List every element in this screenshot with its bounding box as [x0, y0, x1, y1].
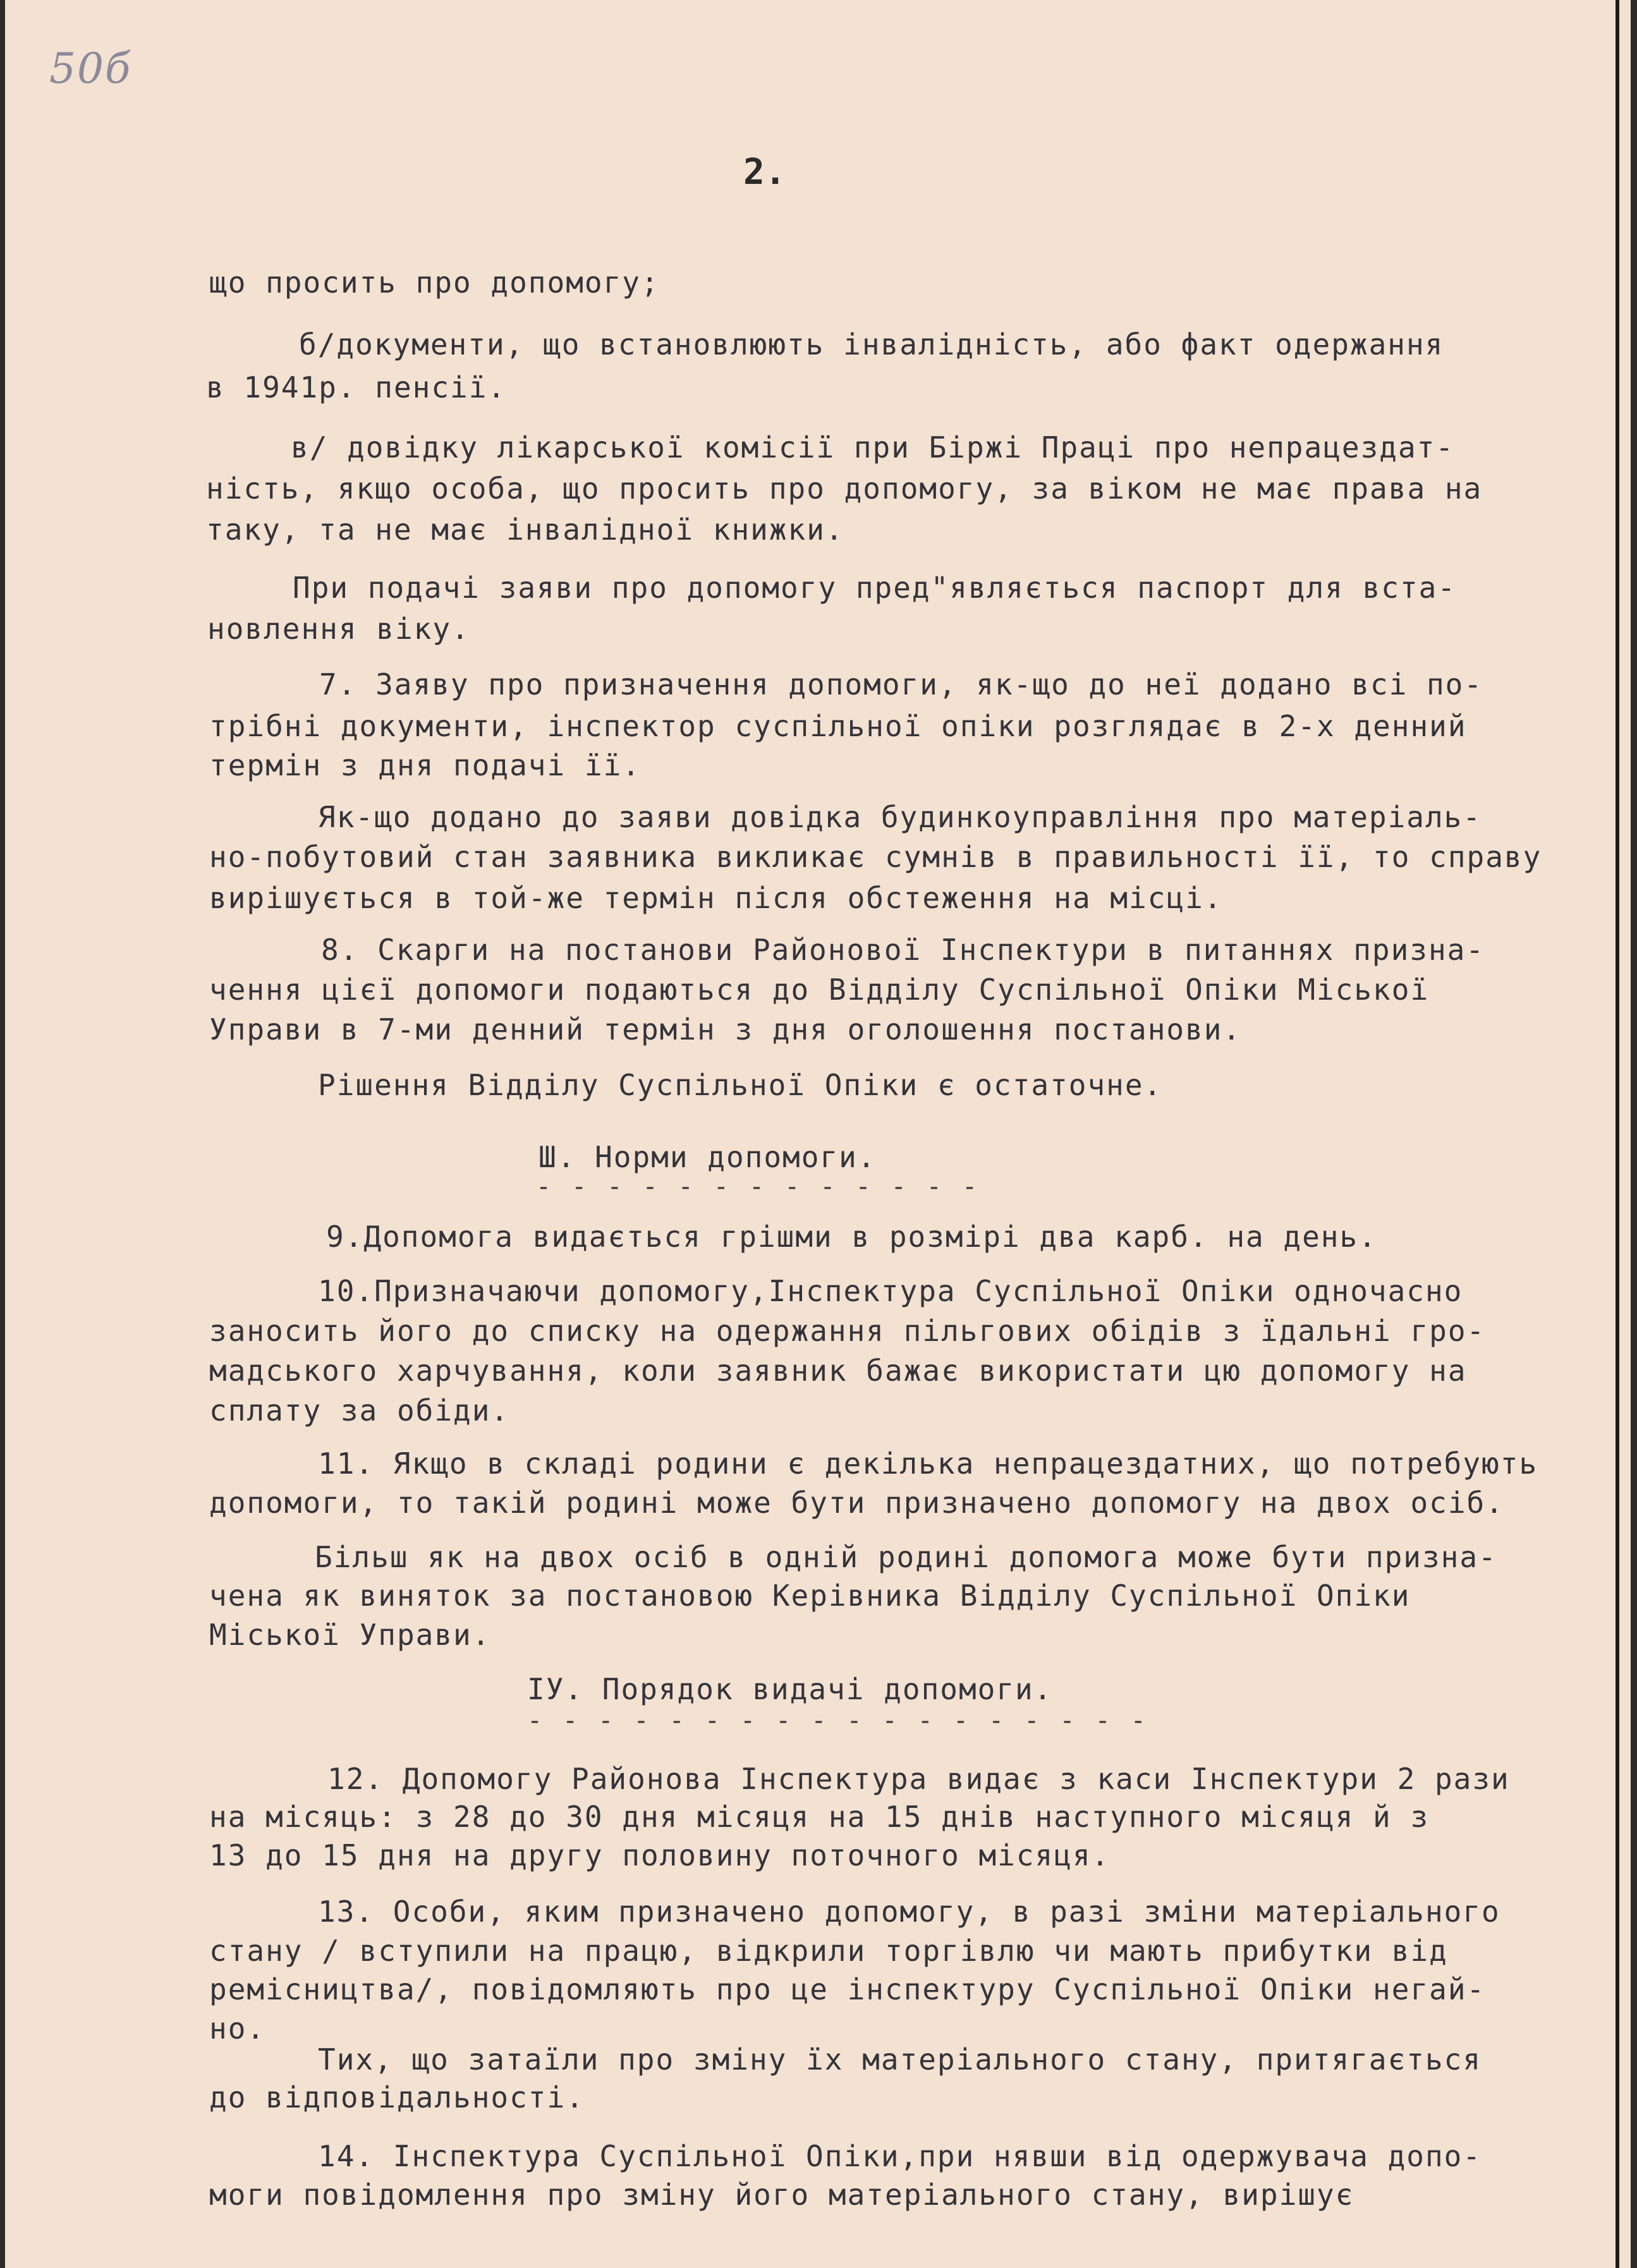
text-line: 9.Допомога видається грішми в розмірі два карб. на день.	[326, 1220, 1377, 1254]
text-line: заносить його до списку на одержання пільгових обідів з їдальні гро-	[209, 1314, 1486, 1348]
text-line: Більш як на двох осіб в одній родині допомога може бути призна-	[315, 1540, 1497, 1574]
section-heading: Ш. Норми допомоги.	[539, 1140, 877, 1174]
text-line: 8. Скарги на постанови Районової Інспектури в питаннях призна-	[321, 933, 1485, 967]
section-heading: ІУ. Порядок видачі допомоги.	[527, 1672, 1053, 1706]
text-line: чена як виняток за постановою Керівника Відділу Суспільної Опіки	[209, 1579, 1411, 1613]
text-line: ремісництва/, повідомляють про це інспектуру Суспільної Опіки негай-	[209, 1972, 1486, 2006]
text-line: Міської Управи.	[209, 1618, 491, 1652]
text-line: новлення віку.	[207, 612, 470, 646]
text-line: на місяць: з 28 до 30 дня місяця на 15 днів наступного місяця й з	[209, 1800, 1430, 1834]
text-line: Управи в 7-ми денний термін з дня оголошення постанови.	[209, 1012, 1242, 1046]
text-line: в 1941р. пенсії.	[206, 370, 507, 404]
text-line: 13 до 15 дня на другу половину поточного місяця.	[209, 1838, 1111, 1872]
text-line: Рішення Відділу Суспільної Опіки є остаточне.	[318, 1068, 1163, 1102]
text-line: допомоги, то такій родині може бути призначено допомогу на двох осіб.	[209, 1486, 1504, 1520]
text-line: чення цієї допомоги подаються до Відділу Суспільної Опіки Міської	[209, 973, 1430, 1007]
section-underline: - - - - - - - - - - - - - - - - - -	[527, 1706, 1148, 1735]
document-page	[5, 0, 1631, 2268]
text-line: мадського харчування, коли заявник бажає використати цю допомогу на	[209, 1354, 1467, 1388]
text-line: но-побутовий стан заявника викликає сумнів в правильності її, то справу	[209, 840, 1542, 874]
section-underline: - - - - - - - - - - - - -	[536, 1172, 980, 1201]
text-line: моги повідомлення про зміну його матеріального стану, вирішує	[209, 2178, 1354, 2212]
text-line: стану / вступили на працю, відкрили торгівлю чи мають прибутки від	[209, 1934, 1448, 1968]
text-line: 10.Призначаючи допомогу,Інспектура Суспільної Опіки одночасно	[318, 1274, 1463, 1308]
text-line: сплату за обіди.	[209, 1393, 510, 1428]
text-line: б/документи, що встановлюють інвалідність, або факт одержання	[299, 327, 1444, 361]
text-line: до відповідальності.	[209, 2080, 585, 2114]
text-line: Тих, що затаїли про зміну їх матеріального стану, притягається	[318, 2042, 1482, 2077]
text-line: в/ довідку лікарської комісії при Біржі Праці про непрацездат-	[291, 430, 1455, 464]
text-line: При подачі заяви про допомогу пред"являється паспорт для вста-	[293, 571, 1457, 605]
text-line: 13. Особи, яким призначено допомогу, в разі зміни матеріального	[318, 1895, 1500, 1929]
text-line: що просить про допомогу;	[209, 265, 660, 300]
text-line: но.	[209, 2011, 266, 2046]
text-line: 12. Допомогу Районова Інспектура видає з каси Інспектури 2 рази	[327, 1762, 1510, 1796]
page-number: 2.	[743, 152, 786, 193]
text-line: 11. Якщо в складі родини є декілька непрацездатних, що потребують	[318, 1446, 1538, 1481]
page-edge-shadow	[1616, 0, 1619, 2268]
text-line: термін з дня подачі її.	[209, 748, 641, 782]
text-line: вирішується в той-же термін після обстеження на місці.	[209, 881, 1223, 915]
text-line: трібні документи, інспектор суспільної опіки розглядає в 2-х денний	[209, 709, 1467, 743]
text-line: 14. Інспектура Суспільної Опіки,при нявши від одержувача допо-	[318, 2139, 1482, 2173]
text-line: 7. Заяву про призначення допомоги, як-що до неї додано всі по-	[319, 667, 1483, 701]
text-line: ність, якщо особа, що просить про допомогу, за віком не має права на	[206, 471, 1483, 506]
text-line: таку, та не має інвалідної книжки.	[206, 512, 844, 547]
archive-page-mark: 50б	[49, 44, 132, 93]
text-line: Як-що додано до заяви довідка будинкоуправління про матеріаль-	[318, 800, 1482, 834]
